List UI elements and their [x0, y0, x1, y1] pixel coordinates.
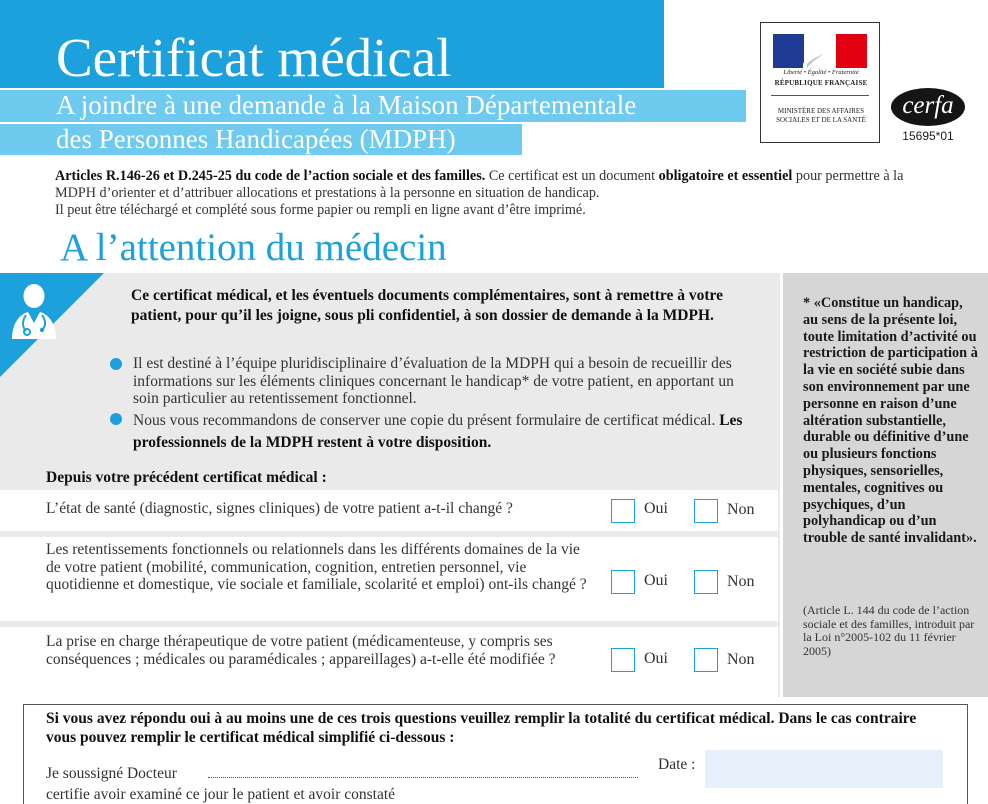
bullet-text-1: Il est destiné à l’équipe pluridisciplinaire d’évaluation de la MDPH qui a besoin de recueillir des informations sur les éléments cliniques concernant le handicap* de votre patient, en apportant un soin particulier au retentissement fonctionnel.	[133, 355, 734, 407]
section-heading: A l’attention du médecin	[60, 226, 447, 269]
republic-motto: Liberté • Égalité • Fraternité	[783, 69, 859, 76]
certify-line: certifie avoir examiné ce jour le patient et avoir constaté	[46, 786, 396, 803]
bullet-dot-icon	[110, 413, 122, 425]
republic-name: RÉPUBLIQUE FRANÇAISE	[774, 79, 868, 87]
cerfa-logo: cerfa	[891, 88, 965, 126]
intro-text-c: pour permettre à la MDPH d’orienter et d’attribuer allocations et prestations à la personne en situation de handicap.	[55, 168, 904, 201]
marianne-icon	[773, 34, 867, 68]
question-1-non-label: Non	[727, 501, 755, 518]
intro-paragraph	[55, 168, 935, 219]
question-1-text: L’état de santé (diagnostic, signes cliniques) de votre patient a-t-il changé ?	[46, 500, 513, 517]
subtitle-line-1: A joindre à une demande à la Maison Départementale	[56, 90, 637, 120]
question-2-non-checkbox[interactable]	[694, 570, 718, 594]
question-3-non-label: Non	[727, 651, 755, 668]
question-3-oui-label: Oui	[644, 650, 668, 667]
republique-francaise-logo	[760, 22, 880, 143]
bullet-dot-icon	[110, 358, 122, 370]
date-label: Date :	[658, 756, 696, 773]
logo-divider	[771, 95, 869, 96]
intro-text-a: Ce certificat est un document	[485, 168, 659, 184]
question-1-oui-checkbox[interactable]	[611, 499, 635, 523]
cerfa-number: 15695*01	[902, 129, 954, 143]
simplified-instructions: Si vous avez répondu oui à au moins une de ces trois questions veuillez remplir la totalité du certificat médical. Dans le cas contraire vous pouvez remplir le certificat médical simplifié ci-dessous :	[46, 710, 917, 746]
question-2-text: Les retentissements fonctionnels ou relationnels dans les différents domaines de la vie de votre patient (mobilité, communication, cognition, entretien personnel, vie quotidienne et domestique, vie sociale et familiale, scolarité et emploi) ont-ils changé ?	[46, 541, 587, 593]
panel-bold-paragraph: Ce certificat médical, et les éventuels documents complémentaires, sont à remettre à votre patient, pour qu’il les joigne, sous pli confidentiel, à son dossier de demande à la MDPH.	[131, 287, 723, 324]
intro-bold: obligatoire et essentiel	[658, 168, 793, 184]
intro-text-d: Il peut être téléchargé et complété sous forme papier ou rempli en ligne avant d’être imprimé.	[55, 202, 586, 218]
doctor-name-label: Je soussigné Docteur	[46, 765, 177, 782]
question-1-non-checkbox[interactable]	[694, 499, 718, 523]
bullet-text-2	[133, 410, 763, 454]
ministry-name: MINISTÈRE DES AFFAIRES SOCIALES ET DE LA SANTÉ	[776, 107, 866, 124]
date-field[interactable]	[705, 750, 943, 788]
question-3-oui-checkbox[interactable]	[611, 648, 635, 672]
intro-articles: Articles R.146-26 et D.245-25 du code de l’action sociale et des familles.	[55, 168, 486, 184]
bullet-text-2a: Nous vous recommandons de conserver une copie du présent formulaire de certificat médical.	[133, 412, 720, 429]
question-2-non-label: Non	[727, 573, 755, 590]
since-previous-heading: Depuis votre précédent certificat médical :	[46, 469, 327, 486]
doctor-name-field[interactable]	[208, 777, 638, 778]
question-3-non-checkbox[interactable]	[694, 648, 718, 672]
bullet-text-2b: Les professionnels de la MDPH restent à votre disposition.	[133, 412, 743, 451]
question-1-oui-label: Oui	[644, 500, 668, 517]
doctor-icon	[6, 279, 62, 341]
law-reference: (Article L. 144 du code de l’action sociale et des familles, introduit par la Loi n°2005-102 du 11 février 2005)	[803, 603, 975, 658]
handicap-definition: * «Constitue un handicap, au sens de la présente loi, toute limitation d’activité ou restriction de participation à la vie en société subie dans son environnement par une personne en raison d’une altération substantielle, durable ou définitive d’une ou plusieurs fonctions physiques, sensorielles, mentales, cognitives ou psychiques, d’un polyhandicap ou d’un trouble de santé invalidant».	[803, 295, 978, 547]
question-2-oui-checkbox[interactable]	[611, 570, 635, 594]
question-3-text: La prise en charge thérapeutique de votre patient (médicamenteuse, y compris ses conséquences ; médicales ou paramédicales ; appareillages) a-t-elle été modifiée ?	[46, 633, 556, 668]
subtitle-line-2: des Personnes Handicapées (MDPH)	[56, 124, 456, 154]
question-2-oui-label: Oui	[644, 572, 668, 589]
page-title: Certificat médical	[56, 27, 452, 88]
